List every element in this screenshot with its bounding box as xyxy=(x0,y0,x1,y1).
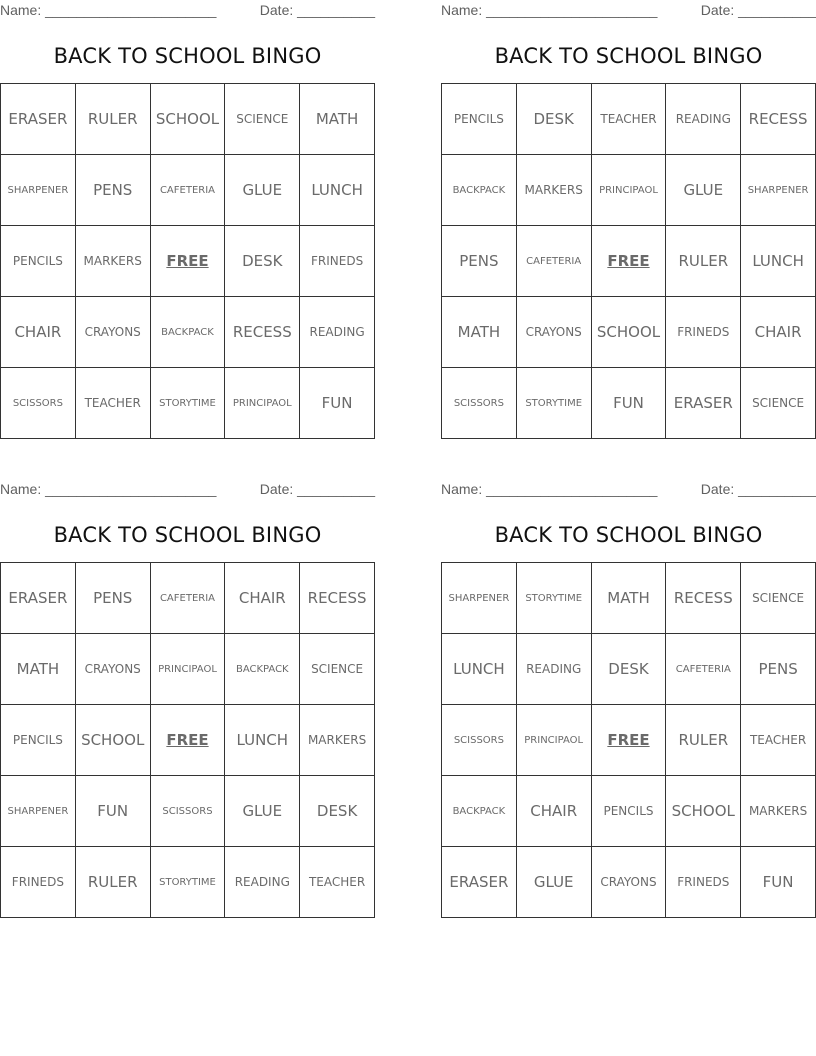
bingo-cell[interactable]: GLUE xyxy=(225,776,300,847)
free-space[interactable]: FREE xyxy=(150,226,225,297)
grid-row xyxy=(442,297,816,368)
bingo-cell[interactable]: SCISSORS xyxy=(442,368,517,439)
bingo-cell[interactable]: SCISSORS xyxy=(442,705,517,776)
bingo-cell[interactable]: FRINEDS xyxy=(300,226,375,297)
bingo-cell[interactable]: STORYTIME xyxy=(150,847,225,918)
name-field[interactable]: Name: ______________________ xyxy=(441,481,658,497)
bingo-cell[interactable]: PENCILS xyxy=(1,226,76,297)
bingo-cell[interactable]: SCHOOL xyxy=(150,84,225,155)
grid-row xyxy=(1,368,375,439)
bingo-cell[interactable]: RULER xyxy=(75,84,150,155)
date-field[interactable]: Date: __________ xyxy=(700,2,816,18)
bingo-cell[interactable]: CHAIR xyxy=(516,776,591,847)
grid-row xyxy=(1,84,375,155)
bingo-cell[interactable]: CHAIR xyxy=(1,297,76,368)
bingo-cell[interactable]: LUNCH xyxy=(442,634,517,705)
bingo-cell[interactable]: CHAIR xyxy=(225,563,300,634)
free-space[interactable]: FREE xyxy=(591,226,666,297)
name-date-row xyxy=(441,479,816,499)
name-date-row xyxy=(0,479,375,499)
bingo-cell[interactable]: RULER xyxy=(666,705,741,776)
bingo-cell[interactable]: ERASER xyxy=(442,847,517,918)
bingo-cell[interactable]: CAFETERIA xyxy=(150,563,225,634)
bingo-grid xyxy=(0,83,375,439)
bingo-cell[interactable]: GLUE xyxy=(225,155,300,226)
bingo-cell[interactable]: PENS xyxy=(442,226,517,297)
bingo-cell[interactable]: BACKPACK xyxy=(442,155,517,226)
bingo-cell[interactable]: ERASER xyxy=(1,563,76,634)
bingo-cell[interactable]: READING xyxy=(225,847,300,918)
bingo-cell[interactable]: ERASER xyxy=(1,84,76,155)
bingo-cell[interactable]: STORYTIME xyxy=(516,563,591,634)
bingo-cell[interactable]: SCHOOL xyxy=(666,776,741,847)
bingo-cell[interactable]: SHARPENER xyxy=(1,155,76,226)
bingo-cell[interactable]: PENCILS xyxy=(591,776,666,847)
grid-row xyxy=(442,634,816,705)
bingo-cell[interactable]: LUNCH xyxy=(300,155,375,226)
grid-row xyxy=(1,155,375,226)
bingo-cell[interactable]: READING xyxy=(516,634,591,705)
grid-row xyxy=(1,776,375,847)
bingo-cell[interactable]: FUN xyxy=(741,847,816,918)
bingo-cell[interactable]: STORYTIME xyxy=(516,368,591,439)
name-field[interactable]: Name: ______________________ xyxy=(0,2,217,18)
bingo-cell[interactable]: MATH xyxy=(1,634,76,705)
card-title: BACK TO SCHOOL BINGO xyxy=(494,523,763,547)
grid-row xyxy=(442,776,816,847)
bingo-cell[interactable]: CRAYONS xyxy=(591,847,666,918)
bingo-cell[interactable]: PRINCIPAOL xyxy=(516,705,591,776)
bingo-cell[interactable]: BACKPACK xyxy=(225,634,300,705)
bingo-cell[interactable]: ERASER xyxy=(666,368,741,439)
bingo-cell[interactable]: FRINEDS xyxy=(666,297,741,368)
bingo-cell[interactable]: FRINEDS xyxy=(666,847,741,918)
bingo-cell[interactable]: LUNCH xyxy=(741,226,816,297)
bingo-card xyxy=(0,0,375,434)
bingo-cell[interactable]: FUN xyxy=(300,368,375,439)
bingo-card xyxy=(0,479,375,913)
grid-row xyxy=(1,847,375,918)
bingo-cell[interactable]: RULER xyxy=(75,847,150,918)
bingo-cell[interactable]: SCISSORS xyxy=(1,368,76,439)
grid-row xyxy=(442,226,816,297)
card-title: BACK TO SCHOOL BINGO xyxy=(494,44,763,68)
date-field[interactable]: Date: __________ xyxy=(259,481,375,497)
name-date-row xyxy=(0,0,375,20)
bingo-cell[interactable]: MARKERS xyxy=(300,705,375,776)
bingo-cell[interactable]: DESK xyxy=(300,776,375,847)
name-field[interactable]: Name: ______________________ xyxy=(0,481,217,497)
bingo-cell[interactable]: SHARPENER xyxy=(442,563,517,634)
bingo-cell[interactable]: FRINEDS xyxy=(1,847,76,918)
bingo-cell[interactable]: MATH xyxy=(442,297,517,368)
bingo-card xyxy=(441,479,816,913)
bingo-cell[interactable]: SCIENCE xyxy=(300,634,375,705)
bingo-cell[interactable]: SCISSORS xyxy=(150,776,225,847)
bingo-cell[interactable]: CHAIR xyxy=(741,297,816,368)
bingo-cell[interactable]: CRAYONS xyxy=(75,634,150,705)
name-date-row xyxy=(441,0,816,20)
bingo-cell[interactable]: CRAYONS xyxy=(75,297,150,368)
bingo-cell[interactable]: SHARPENER xyxy=(741,155,816,226)
name-field[interactable]: Name: ______________________ xyxy=(441,2,658,18)
bingo-cell[interactable]: PENS xyxy=(75,155,150,226)
bingo-grid xyxy=(441,562,816,918)
bingo-cell[interactable]: PENCILS xyxy=(442,84,517,155)
card-title: BACK TO SCHOOL BINGO xyxy=(53,44,322,68)
bingo-cell[interactable]: DESK xyxy=(591,634,666,705)
free-space[interactable]: FREE xyxy=(591,705,666,776)
bingo-cell[interactable]: DESK xyxy=(516,84,591,155)
bingo-cell[interactable]: RECESS xyxy=(225,297,300,368)
bingo-cell[interactable]: READING xyxy=(300,297,375,368)
bingo-cell[interactable]: TEACHER xyxy=(300,847,375,918)
grid-row xyxy=(1,226,375,297)
date-field[interactable]: Date: __________ xyxy=(700,481,816,497)
date-field[interactable]: Date: __________ xyxy=(259,2,375,18)
bingo-cell[interactable]: SCHOOL xyxy=(591,297,666,368)
bingo-cell[interactable]: PRINCIPAOL xyxy=(225,368,300,439)
bingo-cell[interactable]: MATH xyxy=(591,563,666,634)
bingo-cell[interactable]: BACKPACK xyxy=(442,776,517,847)
bingo-cell[interactable]: PENS xyxy=(75,563,150,634)
bingo-cell[interactable]: FUN xyxy=(75,776,150,847)
grid-row xyxy=(442,705,816,776)
grid-row xyxy=(442,563,816,634)
grid-row xyxy=(1,297,375,368)
bingo-cell[interactable]: SCIENCE xyxy=(741,563,816,634)
grid-row xyxy=(1,634,375,705)
bingo-cell[interactable]: MARKERS xyxy=(516,155,591,226)
bingo-cell[interactable]: SCIENCE xyxy=(225,84,300,155)
bingo-cell[interactable]: SCHOOL xyxy=(75,705,150,776)
bingo-cell[interactable]: PRINCIPAOL xyxy=(150,634,225,705)
grid-row xyxy=(442,84,816,155)
bingo-cell[interactable]: BACKPACK xyxy=(150,297,225,368)
bingo-cell[interactable]: LUNCH xyxy=(225,705,300,776)
bingo-cell[interactable]: MATH xyxy=(300,84,375,155)
bingo-cell[interactable]: PENCILS xyxy=(1,705,76,776)
bingo-cell[interactable]: PRINCIPAOL xyxy=(591,155,666,226)
free-space[interactable]: FREE xyxy=(150,705,225,776)
bingo-cell[interactable]: SHARPENER xyxy=(1,776,76,847)
bingo-cell[interactable]: CAFETERIA xyxy=(516,226,591,297)
bingo-cell[interactable]: CAFETERIA xyxy=(150,155,225,226)
bingo-cell[interactable]: RULER xyxy=(666,226,741,297)
bingo-cell[interactable]: SCIENCE xyxy=(741,368,816,439)
bingo-cell[interactable]: RECESS xyxy=(666,563,741,634)
bingo-cell[interactable]: CRAYONS xyxy=(516,297,591,368)
bingo-grid xyxy=(0,562,375,918)
grid-row xyxy=(442,847,816,918)
bingo-cell[interactable]: CAFETERIA xyxy=(666,634,741,705)
bingo-cell[interactable]: TEACHER xyxy=(591,84,666,155)
bingo-cell[interactable]: GLUE xyxy=(666,155,741,226)
bingo-cell[interactable]: PENS xyxy=(741,634,816,705)
grid-row xyxy=(442,368,816,439)
bingo-cell[interactable]: RECESS xyxy=(300,563,375,634)
bingo-cell[interactable]: FUN xyxy=(591,368,666,439)
bingo-cell[interactable]: TEACHER xyxy=(75,368,150,439)
bingo-cell[interactable]: STORYTIME xyxy=(150,368,225,439)
bingo-cell[interactable]: DESK xyxy=(225,226,300,297)
bingo-cell[interactable]: GLUE xyxy=(516,847,591,918)
grid-row xyxy=(442,155,816,226)
bingo-cell[interactable]: RECESS xyxy=(741,84,816,155)
grid-row xyxy=(1,563,375,634)
bingo-cell[interactable]: TEACHER xyxy=(741,705,816,776)
grid-row xyxy=(1,705,375,776)
bingo-card xyxy=(441,0,816,434)
card-title: BACK TO SCHOOL BINGO xyxy=(53,523,322,547)
bingo-cell[interactable]: MARKERS xyxy=(741,776,816,847)
bingo-cell[interactable]: READING xyxy=(666,84,741,155)
bingo-cell[interactable]: MARKERS xyxy=(75,226,150,297)
bingo-grid xyxy=(441,83,816,439)
